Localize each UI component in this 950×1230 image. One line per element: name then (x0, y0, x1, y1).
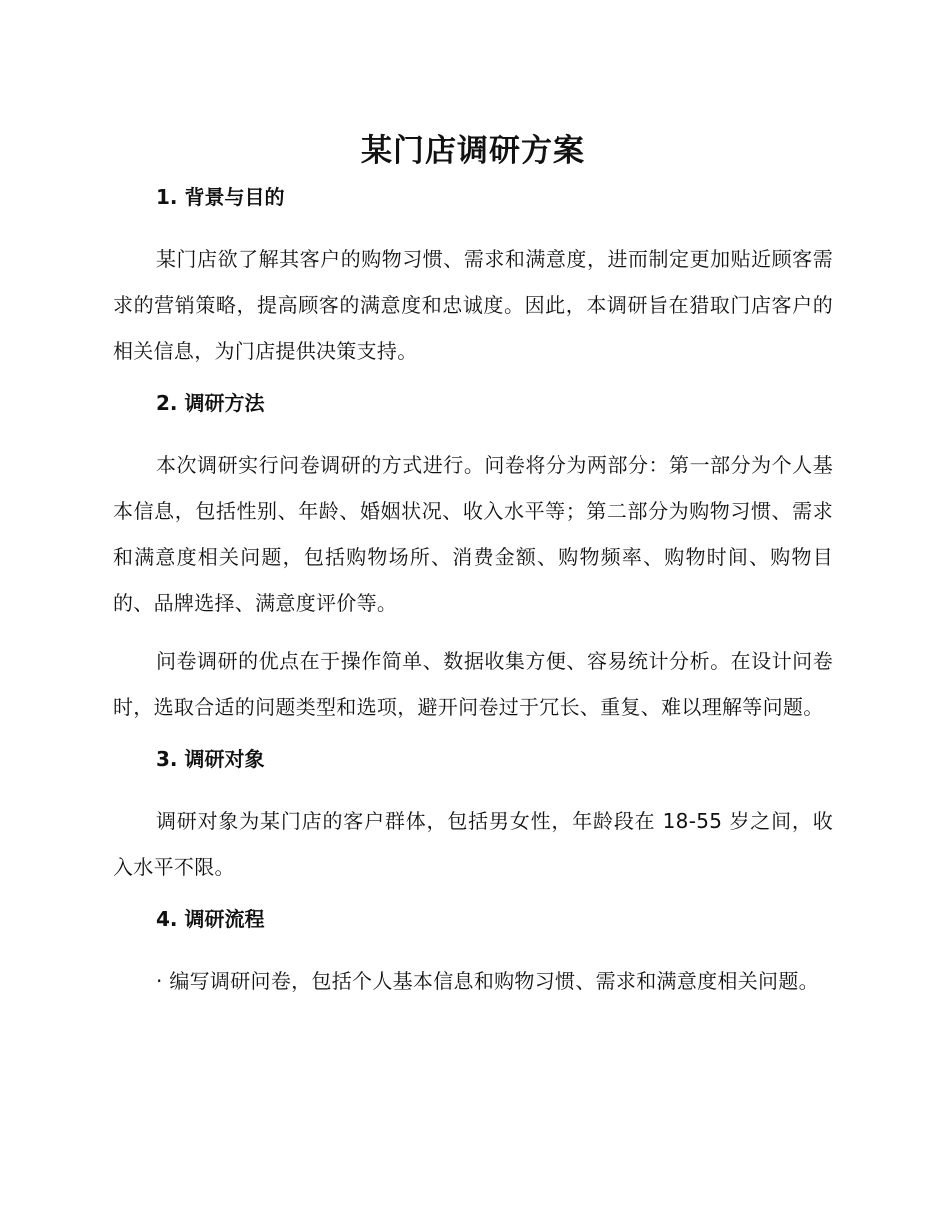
paragraph: 问卷调研的优点在于操作简单、数据收集方便、容易统计分析。在设计问卷时，选取合适的问题类型和选项，避开问卷过于冗长、重复、难以理解等问题。 (113, 649, 833, 719)
section-heading: 2. 调研方法 (156, 391, 265, 415)
bullet-item: · 编写调研问卷，包括个人基本信息和购物习惯、需求和满意度相关问题。 (156, 969, 819, 993)
section-research-method (113, 388, 833, 730)
section-research-subjects (113, 744, 833, 890)
section-heading: 4. 调研流程 (156, 907, 265, 931)
paragraph: 调研对象为某门店的客户群体，包括男女性，年龄段在 18-55 岁之间，收入水平不限。 (113, 809, 833, 879)
section-heading: 3. 调研对象 (156, 747, 265, 771)
section-background-purpose (113, 182, 833, 374)
section-research-process (113, 904, 833, 1004)
paragraph: 本次调研实行问卷调研的方式进行。问卷将分为两部分：第一部分为个人基本信息，包括性别、年龄、婚姻状况、收入水平等；第二部分为购物习惯、需求和满意度相关问题，包括购物场所、消费金额、购物频率、购物时间、购物目的、品牌选择、满意度评价等。 (113, 453, 833, 615)
document-title: 某门店调研方案 (361, 133, 585, 169)
section-heading: 1. 背景与目的 (156, 185, 285, 209)
paragraph: 某门店欲了解其客户的购物习惯、需求和满意度，进而制定更加贴近顾客需求的营销策略，提高顾客的满意度和忠诚度。因此，本调研旨在猎取门店客户的相关信息，为门店提供决策支持。 (113, 247, 833, 363)
document-page (113, 128, 833, 1004)
